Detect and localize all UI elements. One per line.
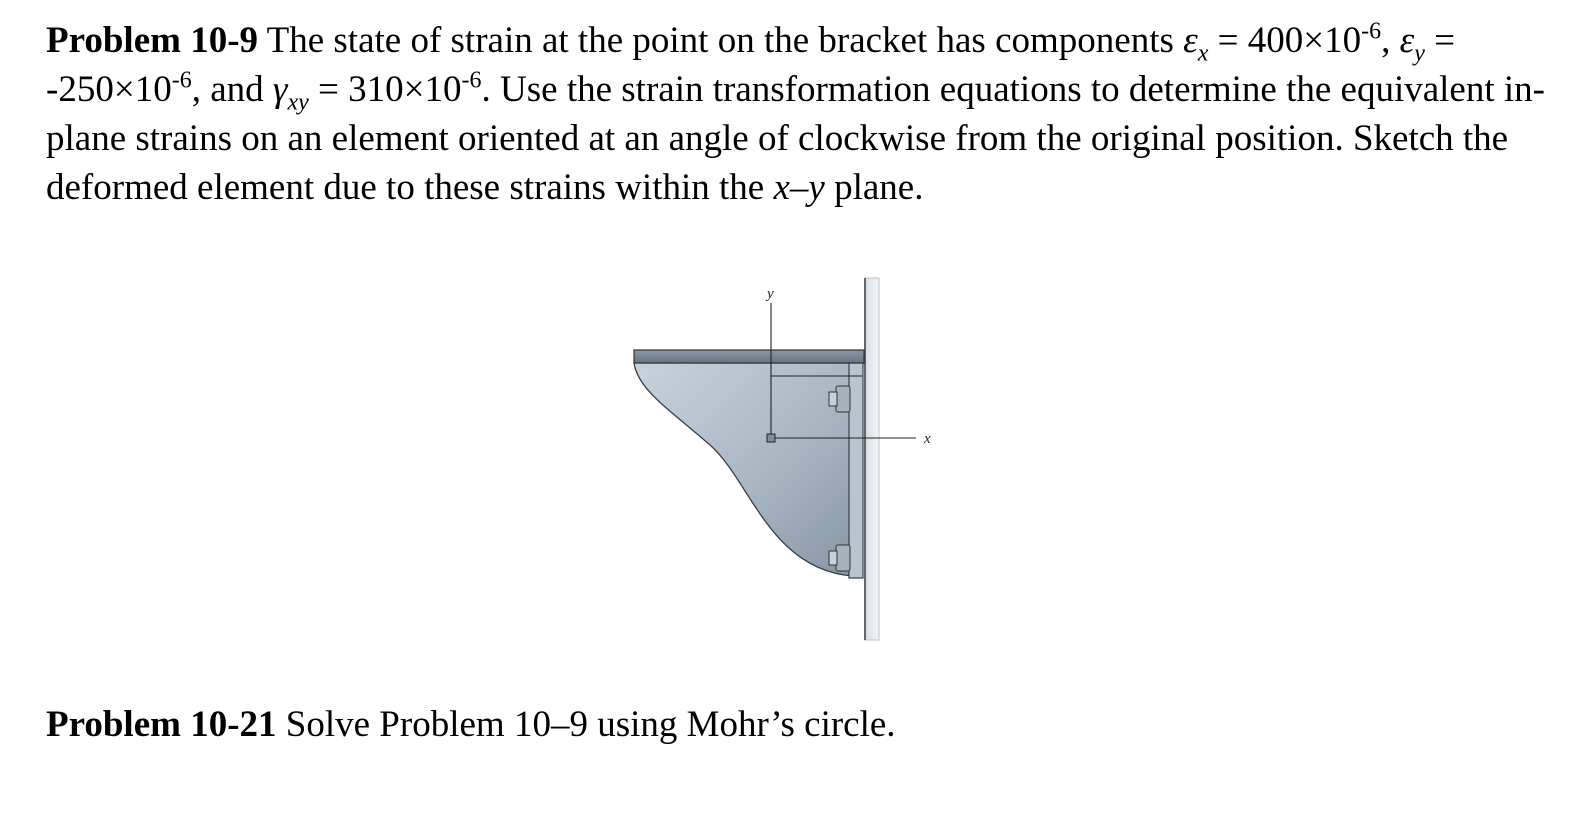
problem-10-9-text-2: . Use the strain transformation equations to determine the equivalent in-plane strains on an element oriented at an angle of clockwise from the original position. Sketch the deformed element due to these strains within the (46, 69, 1545, 208)
x-axis-label: x (924, 431, 931, 447)
epsilon-y-exponent: -6 (171, 67, 192, 94)
back-plate (849, 363, 863, 578)
bracket-diagram (600, 270, 960, 650)
strain-element-marker (767, 434, 775, 442)
problem-10-9-label: Problem 10-9 (46, 20, 259, 61)
top-flange (634, 350, 864, 363)
epsilon-y-value: = -250×10 (46, 20, 1455, 110)
epsilon-x-value: = 400×10 (1208, 20, 1362, 61)
problem-10-21-label: Problem 10-21 (46, 704, 277, 745)
problem-10-21-statement (46, 700, 896, 749)
gamma-xy-value: = 310×10 (308, 69, 462, 110)
epsilon-x-exponent: -6 (1361, 18, 1382, 45)
gusset-plate (634, 363, 853, 576)
epsilon-x-symbol: ε (1183, 20, 1198, 61)
y-axis-label: y (767, 286, 774, 302)
problem-10-21-text: Solve Problem 10–9 using Mohr’s circle. (276, 704, 896, 745)
epsilon-x-subscript: x (1197, 40, 1209, 67)
gamma-xy-exponent: -6 (461, 67, 482, 94)
wall-support (865, 278, 879, 640)
plane-variables: x–y (773, 167, 825, 208)
problem-10-9-text-1: The state of strain at the point on the bracket has components (266, 20, 1184, 61)
problem-10-9-text-3: plane. (824, 167, 924, 208)
separator-2: , and (191, 69, 273, 110)
bracket-figure (600, 270, 960, 650)
gamma-xy-symbol: γ (272, 69, 288, 110)
epsilon-y-subscript: y (1414, 40, 1425, 67)
separator-1: , (1381, 20, 1400, 61)
epsilon-y-symbol: ε (1399, 20, 1415, 61)
problem-10-9-statement (46, 16, 1571, 212)
gamma-xy-subscript: xy (287, 89, 309, 116)
